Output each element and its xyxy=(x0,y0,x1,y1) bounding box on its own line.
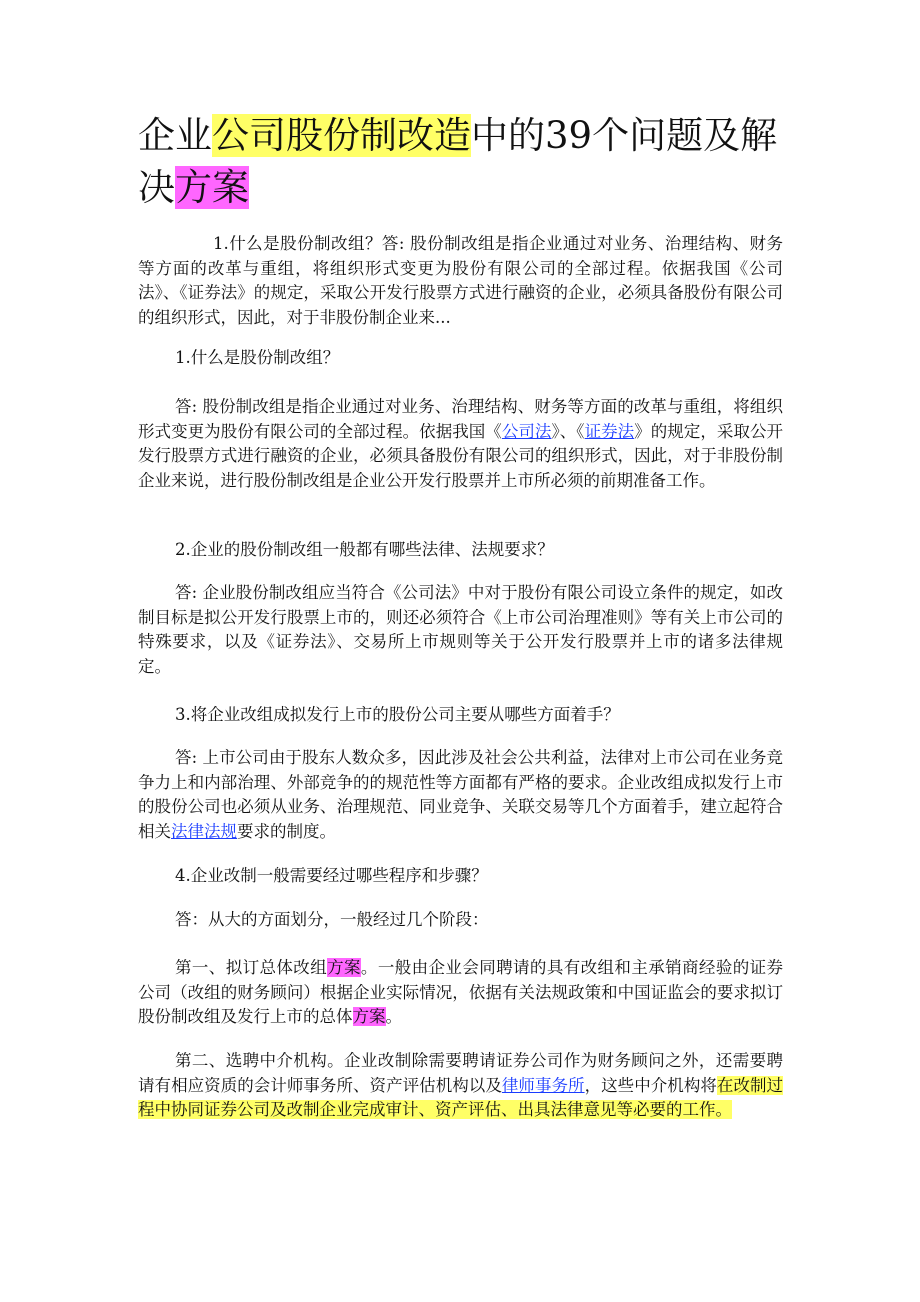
title-pre: 企业 xyxy=(138,114,212,157)
question-1: 1.什么是股份制改组？ xyxy=(175,348,340,367)
step-2-text-b: ，这些中介机构将 xyxy=(584,1075,717,1095)
link-company-law[interactable]: 公司法 xyxy=(501,421,552,441)
answer-1-text-c: 》的规定，采取公开发行股票方式进行融资的企业，必须具备股份有限公司的组织形式，因此，对于非股份制企业来说，进行股份制改组是企业公开发行股票并上市所必须的前期准备工作。 xyxy=(138,421,784,490)
step-1-text-b: 。一般由企业会同聘请的具有改组和主承销商经验的证券公司（改组的财务顾问）根据企业实际情况，依据有关法规政策和中国证监会的要求拟订股份制改组及发行上市的总体 xyxy=(138,958,784,1026)
step-2-text-a: 第二、选聘中介机构。企业改制除需要聘请证券公司作为财务顾问之外，还需要聘请有相应资质的会计师事务所、资产评估机构以及 xyxy=(138,1051,783,1095)
summary-paragraph: 1.什么是股份制改组？答: 股份制改组是指企业通过对业务、治理结构、财务等方面的改革与重组，将组织形式变更为股份有限公司的全部过程。依据我国《公司法》、《证券法》的规定，采取公开发行股票方式进行融资的企业，必须具备股份有限公司的组织形式，因此，对于非股份制企业来... xyxy=(138,234,783,327)
question-3: 3.将企业改组成拟发行上市的股份公司主要从哪些方面着手？ xyxy=(175,705,620,724)
link-securities-law[interactable]: 证券法 xyxy=(584,421,635,441)
question-2: 2.企业的股份制改组一般都有哪些法律、法规要求？ xyxy=(175,540,554,559)
step-2-highlight: 在改制过程中协同证券公司及改制企业完成审计、资产评估、出具法律意见等必要的工作。 xyxy=(138,1075,784,1119)
answer-1-text-a: 答: 股份制改组是指企业通过对业务、治理结构、财务等方面的改革与重组，将组织形式变更为股份有限公司的全部过程。依据我国《 xyxy=(138,397,783,441)
step-1-highlight-plan-2: 方案 xyxy=(352,1007,386,1026)
question-4: 4.企业改制一般需要经过哪些程序和步骤？ xyxy=(175,866,488,885)
document-title xyxy=(138,110,783,214)
step-1-text-a: 第一、拟订总体改组 xyxy=(175,958,328,977)
link-law-firm[interactable]: 律师事务所 xyxy=(501,1075,585,1095)
answer-4: 答：从大的方面划分，一般经过几个阶段： xyxy=(175,910,489,929)
link-laws-regulations[interactable]: 法律法规 xyxy=(171,821,237,841)
answer-1-text-b: 》、《 xyxy=(551,421,585,441)
title-mid: 中的39个问题及解决 xyxy=(138,114,778,209)
answer-2: 答: 企业股份制改组应当符合《公司法》中对于股份有限公司设立条件的规定，如改制目标是拟公开发行股票上市的，则还必须符合《上市公司治理准则》等有关上市公司的特殊要求，以及《证券法》、交易所上市规则等关于公开发行股票并上市的诸多法律规定。 xyxy=(138,583,783,676)
step-1-text-c: 。 xyxy=(385,1007,402,1026)
step-1-paragraph xyxy=(138,956,783,1030)
step-2-paragraph xyxy=(138,1049,783,1123)
answer-3-text-b: 要求的制度。 xyxy=(237,821,336,841)
answer-3-text-a: 答: 上市公司由于股东人数众多，因此涉及社会公共利益，法律对上市公司在业务竞争力上和内部治理、外部竞争的的规范性等方面都有严格的要求。企业改组成拟发行上市的股份公司也必须从业务、治理规范、同业竞争、关联交易等几个方面着手，建立起符合相关 xyxy=(138,748,783,841)
answer-3 xyxy=(138,746,783,844)
title-highlight-company-reform: 公司股份制改造 xyxy=(212,114,471,157)
step-1-highlight-plan: 方案 xyxy=(327,958,361,977)
answer-1 xyxy=(138,395,783,493)
title-highlight-plan: 方案 xyxy=(175,166,249,209)
